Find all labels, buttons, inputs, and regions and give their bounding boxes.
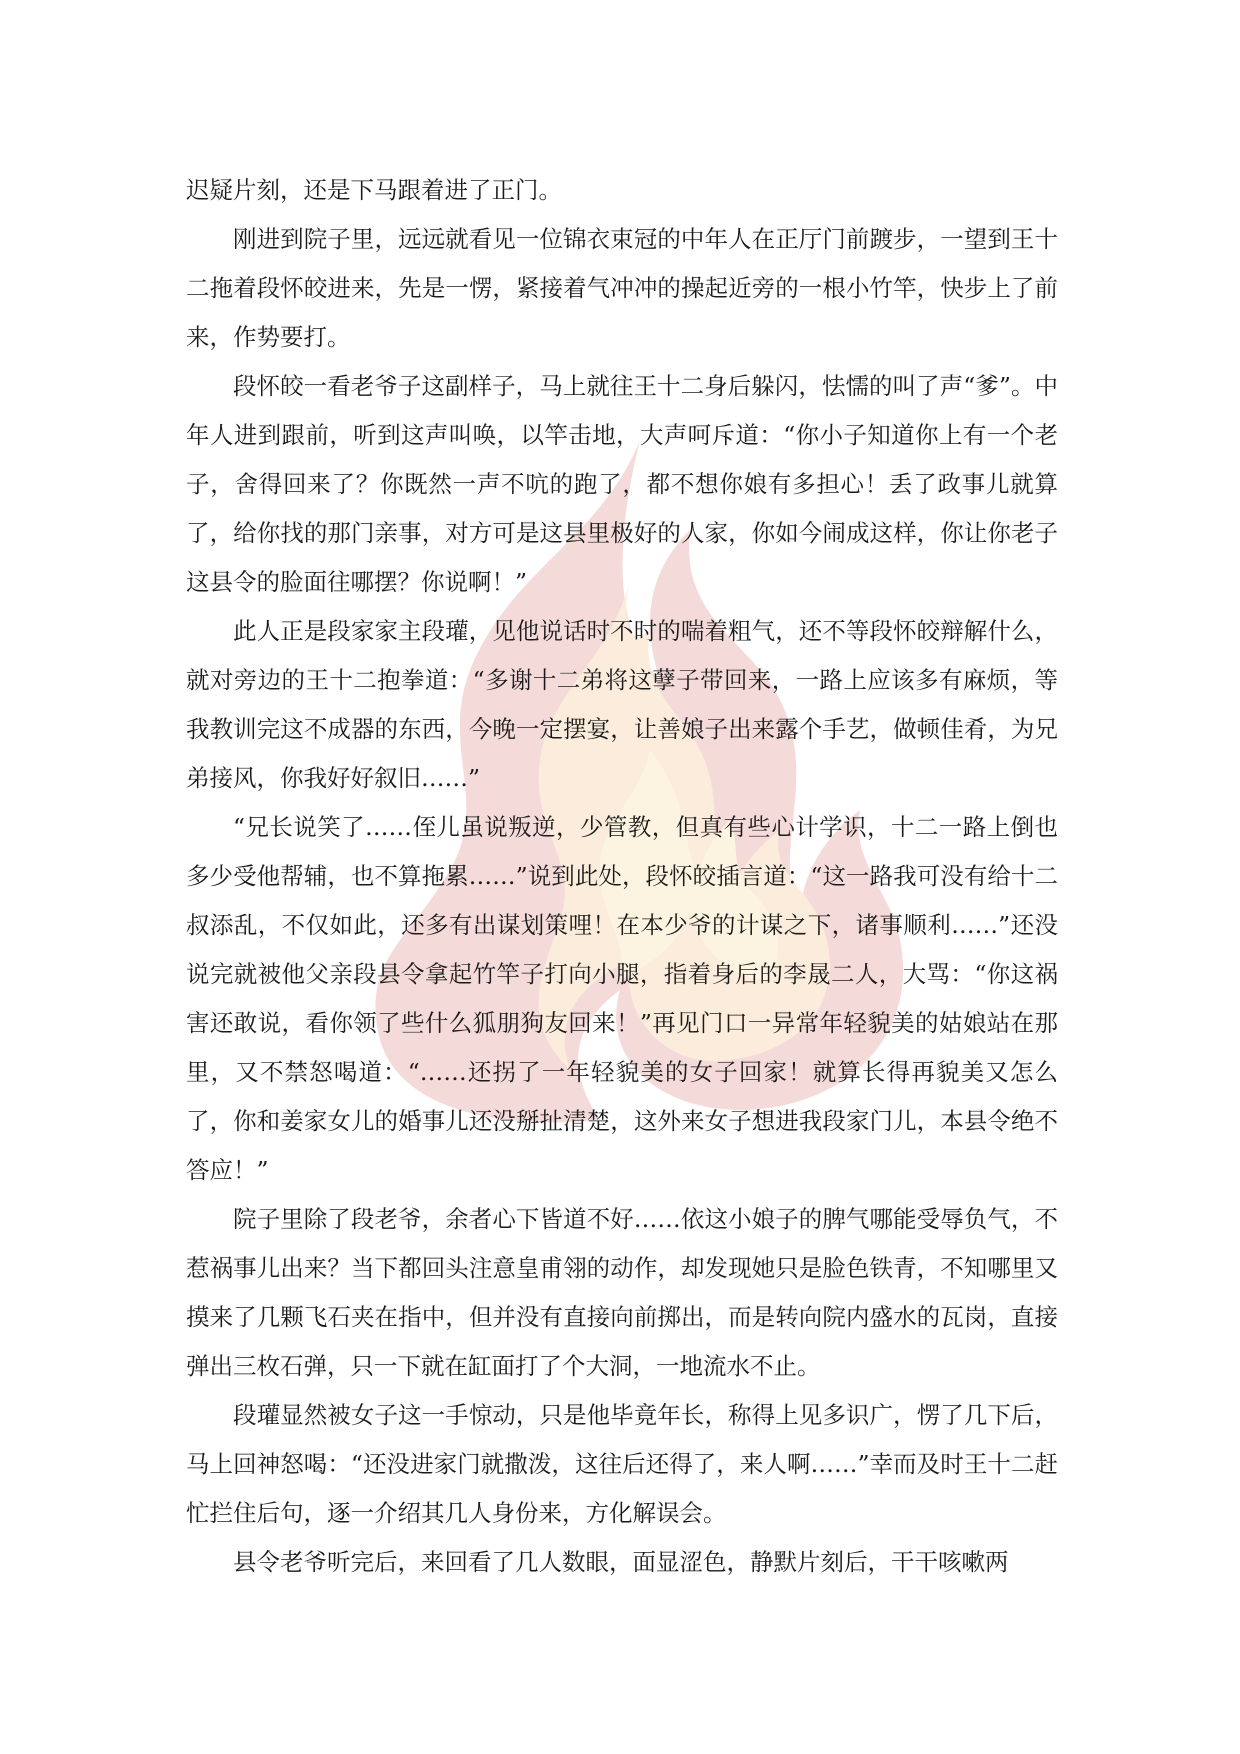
paragraph: 段瓘显然被女子这一手惊动，只是他毕竟年长，称得上见多识广，愣了几下后，马上回神怒喝：“还没进家门就撒泼，这往后还得了，来人啊……”幸而及时王十二赶忙拦住后句，逐一介绍其几人身份来，方化解误会。 [186,1401,1058,1527]
paragraph: 段怀皎一看老爷子这副样子，马上就往王十二身后躲闪，怯懦的叫了声“爹”。中年人进到跟前，听到这声叫唤，以竿击地，大声呵斥道：“你小子知道你上有一个老子，舍得回来了？你既然一声不吭的跑了，都不想你娘有多担心！丢了政事儿就算了，给你找的那门亲事，对方可是这县里极好的人家，你如今闹成这样，你让你老子这县令的脸面往哪摆？你说啊！” [186,372,1058,596]
paragraph: 院子里除了段老爷，余者心下皆道不好……依这小娘子的脾气哪能受辱负气，不惹祸事儿出来？当下都回头注意皇甫翎的动作，却发现她只是脸色铁青，不知哪里又摸来了几颗飞石夹在指中，但并没有直接向前掷出，而是转向院内盛水的瓦岗，直接弹出三枚石弹，只一下就在缸面打了个大洞，一地流水不止。 [186,1205,1058,1380]
paragraph: 迟疑片刻，还是下马跟着进了正门。 [186,176,562,204]
paragraph: 县令老爷听完后，来回看了几人数眼，面显涩色，静默片刻后，干干咳嗽两 [233,1548,1009,1576]
paragraph: “兄长说笑了……侄儿虽说叛逆，少管教，但真有些心计学识，十二一路上倒也多少受他帮辅，也不算拖累……”说到此处，段怀皎插言道：“这一路我可没有给十二叔添乱，不仅如此，还多有出谋划策哩！在本少爷的计谋之下，诸事顺利……”还没说完就被他父亲段县令拿起竹竿子打向小腿，指着身后的李晟二人，大骂：“你这祸害还敢说，看你领了些什么狐朋狗友回来！”再见门口一异常年轻貌美的姑娘站在那里，又不禁怒喝道：“……还拐了一年轻貌美的女子回家！就算长得再貌美又怎么了，你和姜家女儿的婚事儿还没掰扯清楚，这外来女子想进我段家门儿，本县令绝不答应！” [186,813,1058,1184]
body-text [186,166,1058,1587]
paragraph: 此人正是段家家主段瓘，见他说话时不时的喘着粗气，还不等段怀皎辩解什么，就对旁边的王十二抱拳道：“多谢十二弟将这孽子带回来，一路上应该多有麻烦，等我教训完这不成器的东西，今晚一定摆宴，让善娘子出来露个手艺，做顿佳肴，为兄弟接风，你我好好叙旧……” [186,617,1058,792]
paragraph: 刚进到院子里，远远就看见一位锦衣束冠的中年人在正厅门前踱步，一望到王十二拖着段怀皎进来，先是一愣，紧接着气冲冲的操起近旁的一根小竹竿，快步上了前来，作势要打。 [186,225,1058,351]
